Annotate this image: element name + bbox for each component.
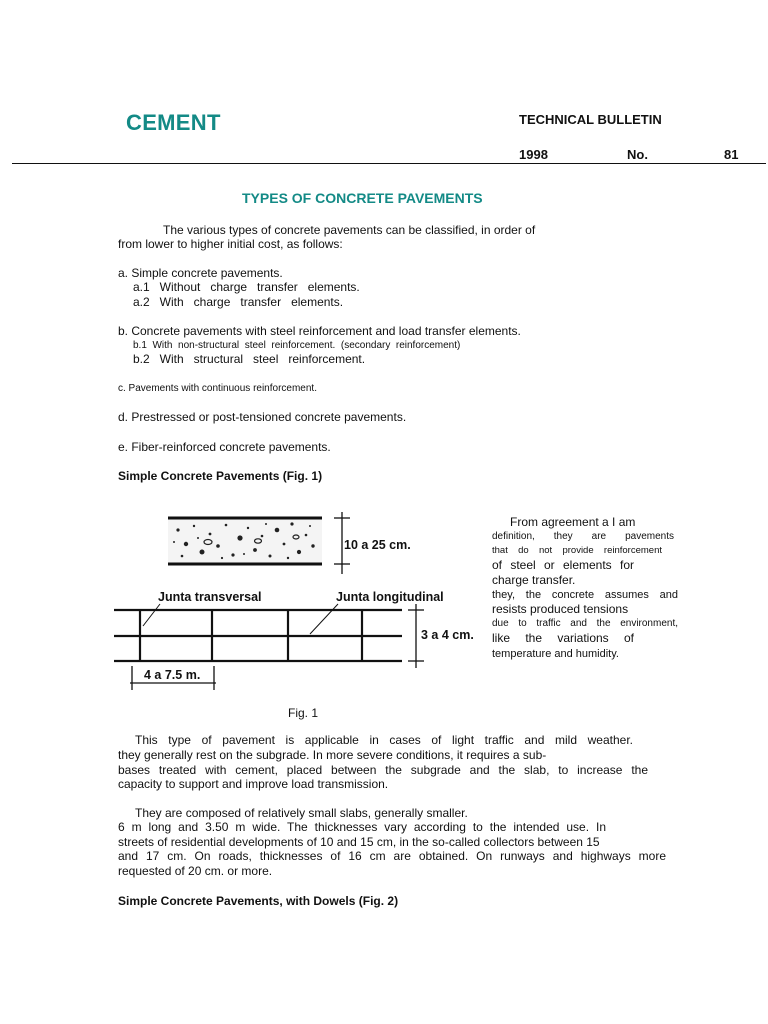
paragraph-2-line-4: and 17 cm. On roads, thicknesses of 16 cm are obtained. On runways and highways more [118,849,666,863]
paragraph-1-line-3: bases treated with cement, placed between the subgrade and the slab, to increase the [118,763,648,777]
figure-caption: Fig. 1 [288,706,319,720]
intro-line-2: from lower to higher initial cost, as follows: [118,237,343,251]
header-rule [12,163,766,164]
side-text-line-10: temperature and humidity. [492,648,619,660]
list-item-a1: a.1 Without charge transfer elements. [133,280,360,294]
paragraph-1-line-2: they generally rest on the subgrade. In more severe conditions, it requires a sub- [118,748,547,762]
list-item-e: e. Fiber-reinforced concrete pavements. [118,440,331,454]
slab-plan-grid [114,610,402,661]
side-text-line-1: From agreement a I am [510,515,636,529]
length-label: 4 a 7.5 m. [144,668,201,682]
side-text-line-5: charge transfer. [492,573,576,587]
pavement-diagram [112,508,484,694]
side-text-line-4: of steel or elements for [492,558,634,572]
transverse-joint-label: Junta transversal [158,590,262,604]
section-heading-dowels: Simple Concrete Pavements, with Dowels (Fig. 2) [118,894,399,908]
paragraph-1-line-1: This type of pavement is applicable in cases of light traffic and mild weather. [135,733,633,747]
list-item-c: c. Pavements with continuous reinforcement. [118,383,317,394]
list-item-b2: b.2 With structural steel reinforcement. [133,352,366,366]
paragraph-2-line-1: They are composed of relatively small slabs, generally smaller. [135,806,468,820]
page-title: TYPES OF CONCRETE PAVEMENTS [242,190,483,206]
paragraph-2-line-5: requested of 20 cm. or more. [118,864,273,878]
joint-leaders [143,604,338,634]
side-text-line-8: due to traffic and the environment, [492,618,678,629]
list-item-a2: a.2 With charge transfer elements. [133,295,344,309]
list-item-a: a. Simple concrete pavements. [118,266,283,280]
list-item-d: d. Prestressed or post-tensioned concrete pavements. [118,410,407,424]
paragraph-2-line-3: streets of residential developments of 10 and 15 cm, in the so-called collectors between 15 [118,835,600,849]
bulletin-year: 1998 [519,147,548,162]
bulletin-label: TECHNICAL BULLETIN [519,112,662,127]
section-heading-simple-pavements: Simple Concrete Pavements (Fig. 1) [118,469,323,483]
side-text-line-2: definition, they are pavements [492,531,674,542]
slab-cross-section [168,518,322,564]
list-item-b1: b.1 With non-structural steel reinforcement. (secondary reinforcement) [133,340,461,351]
width-label: 3 a 4 cm. [421,628,474,642]
bulletin-number: 81 [724,147,739,162]
paragraph-2-line-2: 6 m long and 3.50 m wide. The thicknesses vary according to the intended use. In [118,820,606,834]
side-text-line-7: resists produced tensions [492,602,629,616]
thickness-label: 10 a 25 cm. [344,538,411,552]
side-text-line-3: that do not provide reinforcement [492,545,662,556]
side-text-line-6: they, the concrete assumes and [492,589,678,601]
list-item-b: b. Concrete pavements with steel reinforcement and load transfer elements. [118,324,521,338]
brand-logo: CEMENT [126,110,221,135]
intro-line-1: The various types of concrete pavements can be classified, in order of [163,223,536,237]
paragraph-1-line-4: capacity to support and improve load transmission. [118,777,389,791]
side-text-line-9: like the variations of [492,631,634,645]
longitudinal-joint-label: Junta longitudinal [336,590,444,604]
bulletin-number-label: No. [627,147,648,162]
